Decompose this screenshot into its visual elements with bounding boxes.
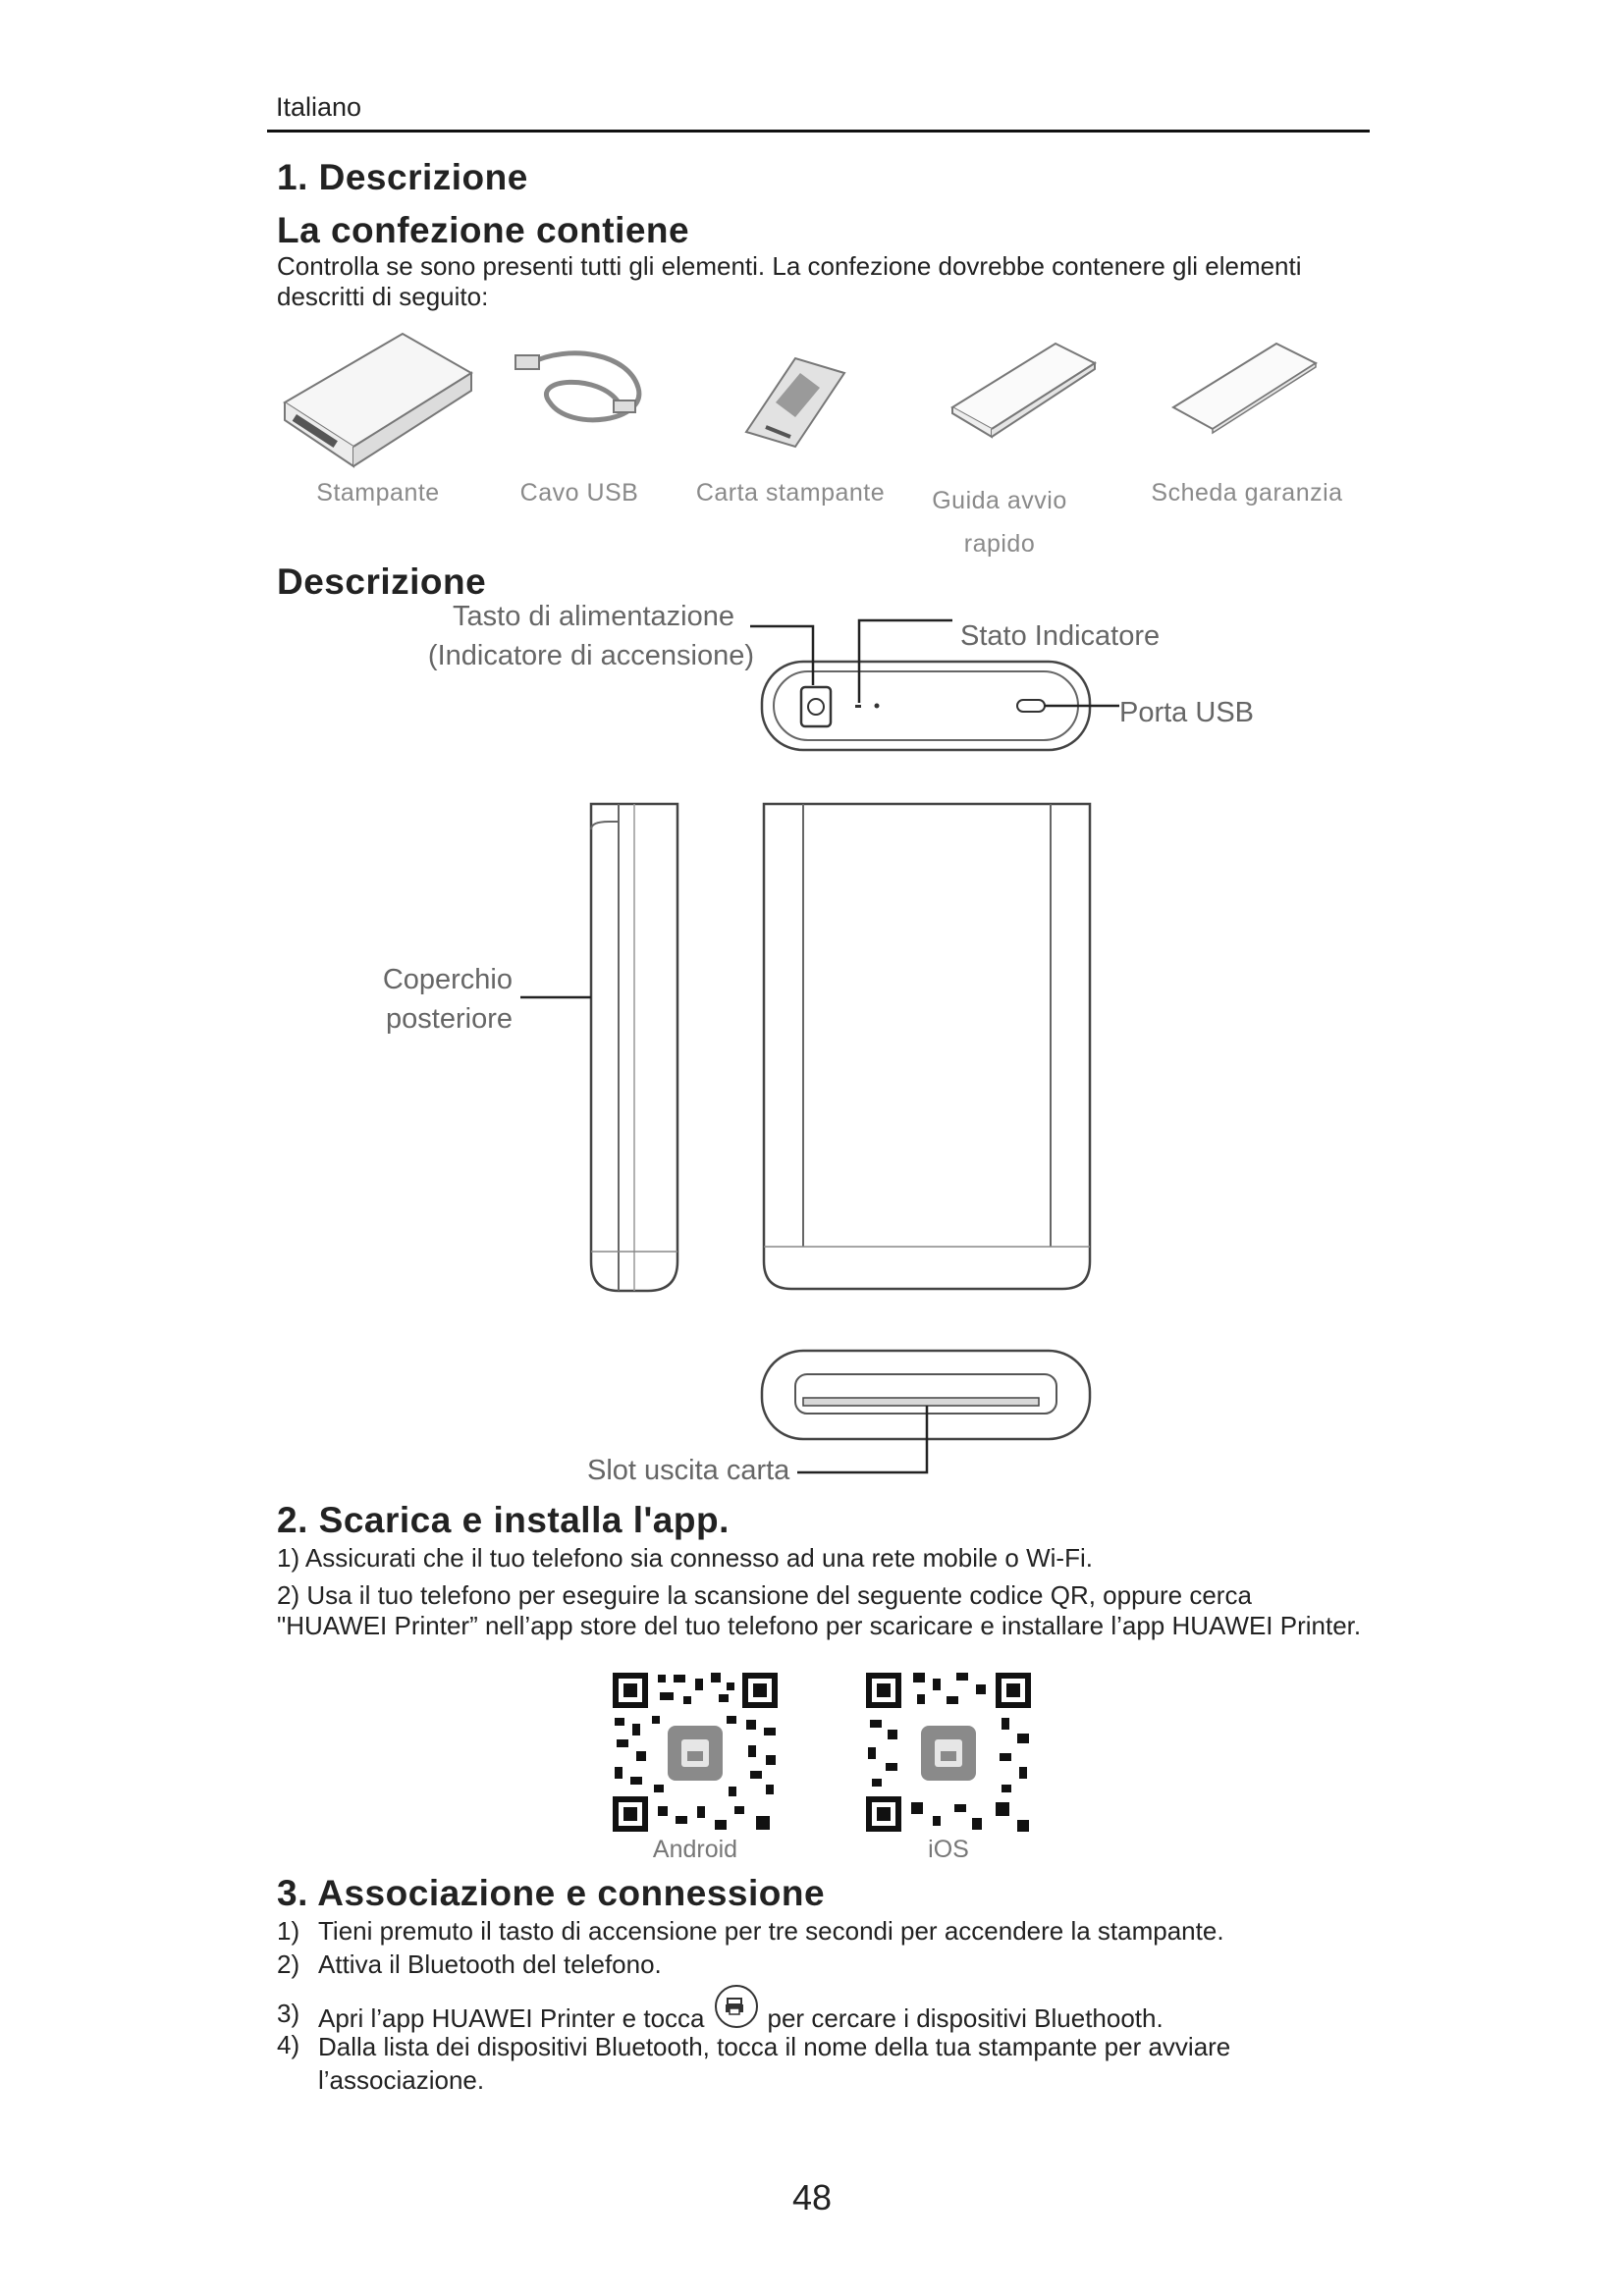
- list-item-number: 2): [277, 1949, 300, 1979]
- qr-code-icon: [609, 1669, 782, 1836]
- language-label: Italiano: [276, 92, 362, 122]
- section-3-title: 3. Associazione e connessione: [277, 1873, 826, 1913]
- printer-top-view: [756, 628, 1100, 766]
- list-item-number: 1): [277, 1916, 300, 1946]
- paper-pack-icon: [736, 348, 854, 456]
- section-1-title: 1. Descrizione: [277, 157, 528, 197]
- warranty-card-icon: [1168, 339, 1326, 447]
- list-item-number: 4): [277, 2030, 300, 2059]
- section-2-step-1: 1) Assicurati che il tuo telefono sia connesso ad una rete mobile o Wi-Fi.: [277, 1543, 1093, 1573]
- callout-status: Stato Indicatore: [960, 620, 1161, 652]
- box-contents-title: La confezione contiene: [277, 210, 690, 250]
- callout-cover-line1: Coperchio: [382, 964, 513, 995]
- section-2-step-2: 2) Usa il tuo telefono per eseguire la scansione del seguente codice QR, oppure cerca "HUAWEI Printer” nell’app store del tuo telefono per scaricare e installare l’app HUAWEI Printer.: [277, 1580, 1362, 1640]
- qr-code-icon: [862, 1669, 1035, 1836]
- qr-caption-android: Android: [652, 1836, 738, 1863]
- item-caption: Carta stampante: [695, 479, 886, 507]
- description-title: Descrizione: [277, 561, 487, 602]
- list-item: Tieni premuto il tasto di accensione per tre secondi per accendere la stampante.: [318, 1916, 1224, 1946]
- printer-side-view: [579, 800, 687, 1301]
- item-caption: Scheda garanzia: [1151, 479, 1343, 507]
- header-rule: [267, 130, 1370, 133]
- list-item-number: 3): [277, 1999, 300, 2028]
- guide-icon: [947, 339, 1105, 452]
- item-caption: Stampante: [316, 479, 440, 507]
- qr-caption-ios: iOS: [928, 1836, 969, 1863]
- printer-icon: [275, 324, 481, 471]
- section-2-title: 2. Scarica e installa l'app.: [277, 1500, 730, 1540]
- item-caption: Guida avvio rapido: [932, 487, 1067, 558]
- step-3-text-after: per cercare i dispositivi Bluethooth.: [767, 2002, 1164, 2033]
- callout-usb-port: Porta USB: [1119, 697, 1254, 728]
- box-contents-intro: Controlla se sono presenti tutti gli elementi. La confezione dovrebbe contenere gli elementi descritti di seguito:: [277, 251, 1302, 311]
- callout-power-line2: (Indicatore di accensione): [427, 640, 754, 671]
- callout-power-line1: Tasto di alimentazione: [453, 601, 734, 632]
- add-device-icon: [715, 1985, 758, 2028]
- callout-paper-slot: Slot uscita carta: [587, 1455, 790, 1486]
- printer-front-view: [756, 800, 1100, 1301]
- page-number: 48: [791, 2177, 833, 2217]
- callout-cover-line2: posteriore: [386, 1003, 513, 1035]
- step-3-text-before: Apri l’app HUAWEI Printer e tocca: [318, 2002, 705, 2033]
- item-caption: Cavo USB: [519, 479, 639, 507]
- usb-cable-icon: [511, 344, 658, 442]
- printer-bottom-view: [756, 1345, 1100, 1482]
- list-item: Dalla lista dei dispositivi Bluetooth, tocca il nome della tua stampante per avviare l’associazione.: [318, 2032, 1231, 2095]
- list-item: Attiva il Bluetooth del telefono.: [318, 1949, 662, 1979]
